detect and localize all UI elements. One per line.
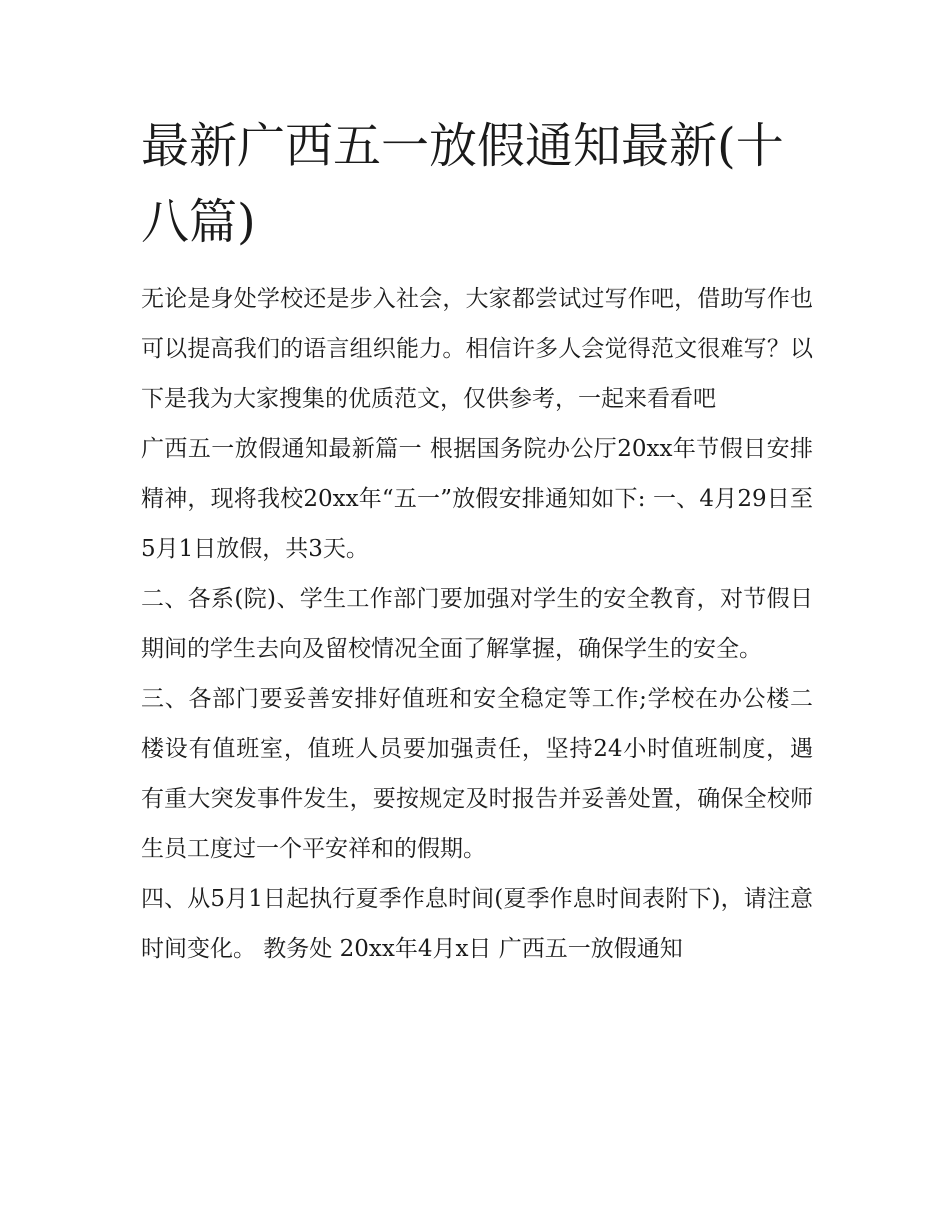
notice-paragraph-3: 三、各部门要妥善安排好值班和安全稳定等工作;学校在办公楼二楼设有值班室，值班人员要加强责任，坚持24小时值班制度，遇有重大突发事件发生，要按规定及时报告并妥善处置，确保全校师生员工度过一个平安祥和的假期。	[141, 686, 813, 862]
notice-paragraph-2: 二、各系(院)、学生工作部门要加强对学生的安全教育，对节假日期间的学生去向及留校情况全面了解掌握，确保学生的安全。	[141, 586, 813, 662]
notice-paragraph-1: 广西五一放假通知最新篇一 根据国务院办公厅20xx年节假日安排精神，现将我校20xx年“五一”放假安排通知如下: 一、4月29日至5月1日放假，共3天。	[141, 436, 813, 562]
notice-paragraph-4: 四、从5月1日起执行夏季作息时间(夏季作息时间表附下)，请注意时间变化。 教务处 20xx年4月x日 广西五一放假通知	[141, 886, 813, 962]
document-page	[141, 108, 813, 974]
intro-paragraph: 无论是身处学校还是步入社会，大家都尝试过写作吧，借助写作也可以提高我们的语言组织能力。相信许多人会觉得范文很难写？以下是我为大家搜集的优质范文，仅供参考，一起来看看吧	[141, 286, 813, 412]
document-title: 最新广西五一放假通知最新(十八篇)	[141, 118, 784, 250]
